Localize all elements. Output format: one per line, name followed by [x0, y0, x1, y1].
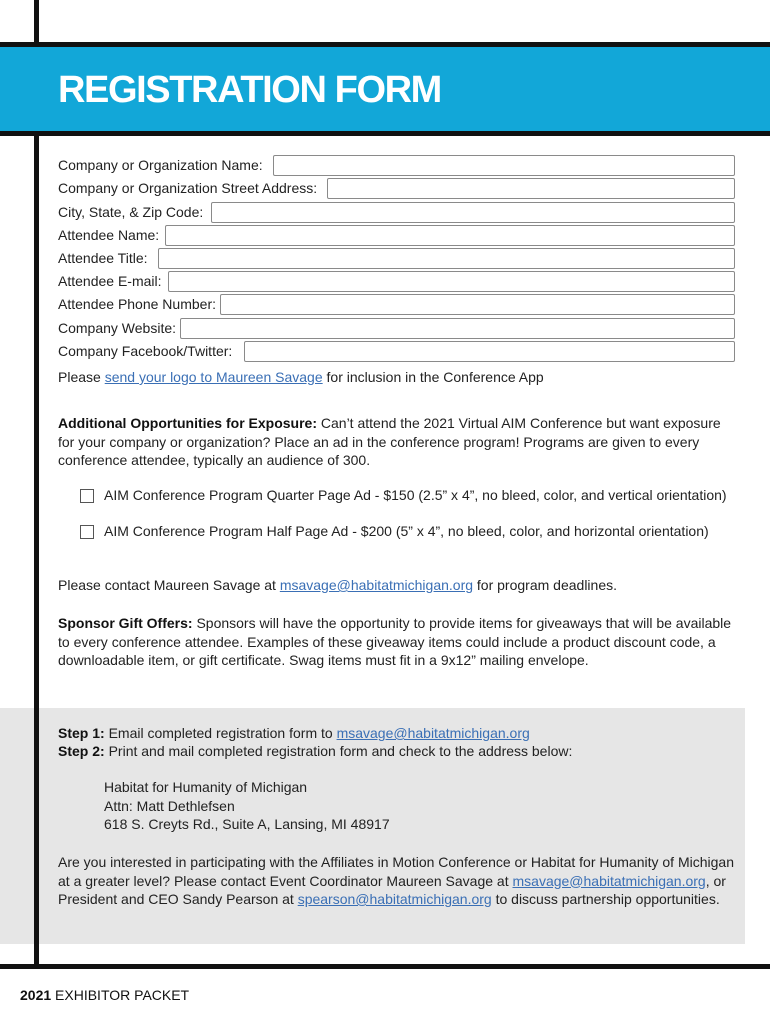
company-social-input[interactable]	[244, 341, 735, 362]
sponsor-paragraph	[58, 614, 740, 670]
attendee-email-input[interactable]	[168, 271, 736, 292]
field-label: Company Facebook/Twitter:	[58, 343, 233, 359]
footer-rule	[0, 964, 770, 969]
program-contact	[58, 576, 740, 595]
footer-year: 2021	[20, 987, 52, 1003]
attendee-name-input[interactable]	[165, 225, 735, 246]
left-rule-top	[34, 0, 39, 47]
interest-email1-link[interactable]: msavage@habitatmichigan.org	[512, 872, 706, 889]
address-line: Habitat for Humanity of Michigan	[104, 779, 308, 795]
city-state-zip-input[interactable]	[211, 202, 735, 223]
city-state-zip-field	[58, 202, 735, 222]
contact-prefix: Please contact Maureen Savage at	[58, 577, 276, 593]
mailing-address	[104, 778, 740, 834]
opportunities-heading: Additional Opportunities for Exposure:	[58, 415, 317, 431]
half-page-ad-checkbox[interactable]	[80, 525, 94, 539]
sponsor-body: Sponsors will have the opportunity to provide items for giveaways that will be available to every conference attendee. Examples of these giveaway items could include a product discount code, a downloadable item, or gift certificate. Swag items must fit in a 9x12” mailing envelope.	[58, 615, 732, 668]
sponsor-heading: Sponsor Gift Offers:	[58, 615, 193, 631]
contact-suffix: for program deadlines.	[476, 577, 617, 593]
field-label: Company Website:	[58, 320, 177, 336]
step1-text: Email completed registration form to	[108, 725, 333, 741]
step2-text: Print and mail completed registration form and check to the address below:	[108, 743, 573, 759]
interest-mid: , or President and CEO Sandy Pearson at	[58, 872, 726, 907]
step-2	[58, 742, 740, 761]
field-label: Attendee E-mail:	[58, 273, 162, 289]
company-social-field	[58, 341, 735, 361]
left-rule-panel	[34, 708, 39, 944]
opportunities-paragraph	[58, 414, 740, 470]
attendee-phone-input[interactable]	[220, 294, 735, 315]
page-title: REGISTRATION FORM	[58, 69, 441, 111]
field-label: City, State, & Zip Code:	[58, 204, 204, 220]
send-logo-link[interactable]: send your logo to Maureen Savage	[104, 369, 323, 385]
footer-label: EXHIBITOR PACKET	[55, 987, 190, 1003]
attendee-phone-field	[58, 294, 735, 314]
footer	[20, 987, 189, 1003]
street-address-field	[58, 178, 735, 198]
attendee-email-field	[58, 271, 735, 291]
field-label: Attendee Title:	[58, 250, 148, 266]
company-name-field	[58, 155, 735, 175]
logo-suffix: for inclusion in the Conference App	[326, 369, 544, 385]
logo-prefix: Please	[58, 369, 101, 385]
attendee-title-field	[58, 248, 735, 268]
field-label: Company or Organization Name:	[58, 157, 263, 173]
step1-label: Step 1:	[58, 725, 105, 741]
field-label: Attendee Name:	[58, 227, 160, 243]
interest-text: Are you interested in participating with the Affiliates in Motion Conference or Habitat for Humanity of Michigan at a greater level? Please contact Event Coordinator Maureen Savage at	[58, 854, 734, 889]
logo-instruction	[58, 368, 740, 387]
quarter-page-ad-checkbox[interactable]	[80, 489, 94, 503]
half-page-ad-label: AIM Conference Program Half Page Ad - $200 (5” x 4”, no bleed, color, and horizontal orientation)	[104, 523, 709, 539]
company-website-field	[58, 318, 735, 338]
field-label: Company or Organization Street Address:	[58, 180, 318, 196]
banner-bottom-rule	[0, 131, 770, 136]
partnership-paragraph	[58, 853, 740, 909]
contact-email-link[interactable]: msavage@habitatmichigan.org	[279, 577, 474, 593]
opportunities-body: Can’t attend the 2021 Virtual AIM Conference but want exposure for your company or organization? Place an ad in the conference program! Programs are given to every conference attendee, typically an audience of 300.	[58, 415, 721, 468]
quarter-page-ad-label: AIM Conference Program Quarter Page Ad - $150 (2.5” x 4”, no bleed, color, and vertical orientation)	[104, 487, 727, 503]
address-line: 618 S. Creyts Rd., Suite A, Lansing, MI 48917	[104, 816, 390, 832]
step-1	[58, 724, 740, 743]
step2-label: Step 2:	[58, 743, 105, 759]
address-line: Attn: Matt Dethlefsen	[104, 797, 235, 814]
company-website-input[interactable]	[180, 318, 735, 339]
interest-suffix: to discuss partnership opportunities.	[495, 891, 720, 907]
attendee-title-input[interactable]	[158, 248, 735, 269]
title-banner	[0, 47, 770, 131]
interest-email2-link[interactable]: spearson@habitatmichigan.org	[297, 891, 492, 907]
company-name-input[interactable]	[273, 155, 735, 176]
field-label: Attendee Phone Number:	[58, 296, 216, 312]
attendee-name-field	[58, 225, 735, 245]
street-address-input[interactable]	[327, 178, 735, 199]
step1-email-link[interactable]: msavage@habitatmichigan.org	[336, 725, 530, 741]
